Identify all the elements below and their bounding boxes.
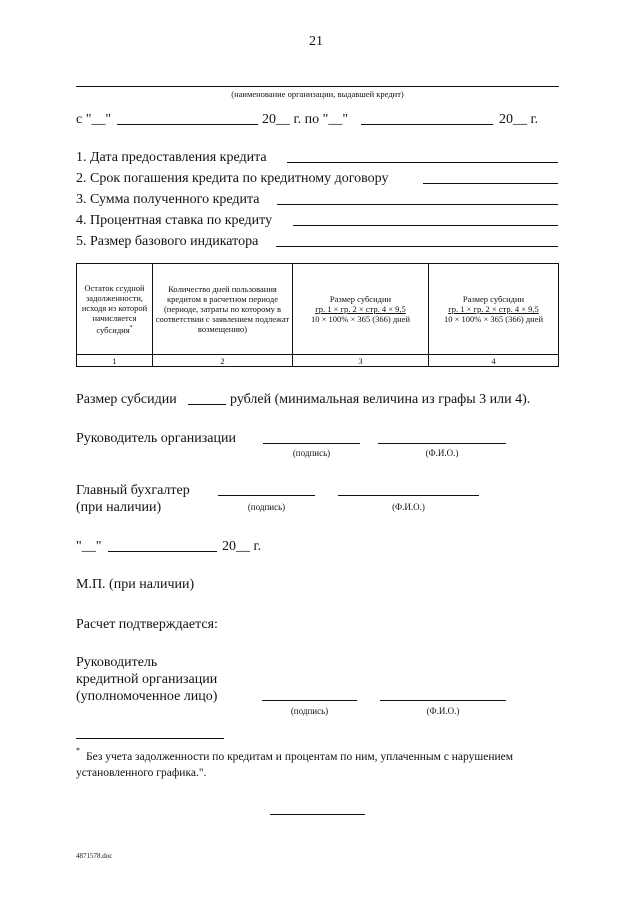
org-name-line (76, 86, 559, 87)
accountant-fio-line (338, 495, 479, 496)
item-3-line (277, 204, 558, 205)
accountant-label: Главный бухгалтер (76, 483, 190, 498)
footnote-mark: * (76, 746, 80, 755)
bank-head-fio-caption: (Ф.И.О.) (426, 706, 460, 716)
item-4-line (293, 225, 558, 226)
date-year: 20__ г. (222, 539, 262, 554)
head-fio-line (378, 443, 506, 444)
date-month-line (108, 551, 217, 552)
item-4: 4. Процентная ставка по кредиту (76, 213, 273, 228)
item-2-line (423, 183, 558, 184)
col-2-header: Количество дней пользования кредитом в расчетном периоде (периоде, затраты по которому в соответствии с заявлением подлежат возмещению) (153, 264, 293, 355)
bank-head-fio-line (380, 700, 506, 701)
bank-head-line2: кредитной организации (76, 672, 218, 687)
head-sign-line (263, 443, 360, 444)
subsidy-amount-line (188, 404, 226, 405)
stamp-label: М.П. (при наличии) (76, 577, 195, 592)
head-label: Руководитель организации (76, 431, 236, 446)
item-2: 2. Срок погашения кредита по кредитному договору (76, 171, 389, 186)
period-to-line (361, 124, 493, 125)
subsidy-calc-table (76, 263, 559, 367)
item-3: 3. Сумма полученного кредита (76, 192, 260, 207)
col-3-header: Размер субсидии гр. 1 × гр. 2 × стр. 4 × 9,5 10 × 100% × 365 (366) дней (293, 264, 429, 355)
period-from: с "__" (76, 112, 112, 127)
period-from-line (117, 124, 258, 125)
head-sign-caption: (подпись) (292, 448, 331, 458)
bank-head-line1: Руководитель (76, 655, 158, 670)
head-fio-caption: (Ф.И.О.) (425, 448, 459, 458)
bank-head-line3: (уполномоченное лицо) (76, 689, 218, 704)
col-number: 4 (429, 355, 559, 367)
footnote-line2: установленного графика.". (76, 767, 207, 779)
confirm-label: Расчет подтверждается: (76, 617, 218, 632)
subsidy-label: Размер субсидии (76, 392, 177, 407)
item-5-line (276, 246, 558, 247)
col-number: 1 (77, 355, 153, 367)
accountant-sign-line (218, 495, 315, 496)
footnote-separator (76, 738, 224, 739)
col-number: 2 (153, 355, 293, 367)
accountant-sign-caption: (подпись) (247, 502, 286, 512)
item-1: 1. Дата предоставления кредита (76, 150, 267, 165)
bank-head-sign-line (262, 700, 357, 701)
org-name-caption: (наименование организации, выдавшей кредит) (231, 89, 404, 99)
bank-head-sign-caption: (подпись) (290, 706, 329, 716)
period-to: 20__ г. по "__" (262, 112, 349, 127)
doc-id: 4871578.doc (76, 852, 113, 860)
subsidy-note: рублей (минимальная величина из графы 3 или 4). (230, 392, 531, 407)
col-number: 3 (293, 355, 429, 367)
page-number: 21 (309, 34, 323, 49)
accountant-fio-caption: (Ф.И.О.) (392, 502, 425, 512)
item-1-line (287, 162, 558, 163)
accountant-note: (при наличии) (76, 500, 162, 515)
item-5: 5. Размер базового индикатора (76, 234, 259, 249)
date-day: "__" (76, 539, 102, 554)
footnote-line1: Без учета задолженности по кредитам и процентам по ним, уплаченным с нарушением (86, 751, 514, 763)
end-separator (270, 814, 365, 815)
period-year: 20__ г. (499, 112, 539, 127)
col-4-header: Размер субсидии гр. 1 × гр. 2 × стр. 4 × 9,5 10 × 100% × 365 (366) дней (429, 264, 559, 355)
col-1-header: Остаток ссудной задолженности, исходя из которой начисляется субсидия* (77, 264, 153, 355)
